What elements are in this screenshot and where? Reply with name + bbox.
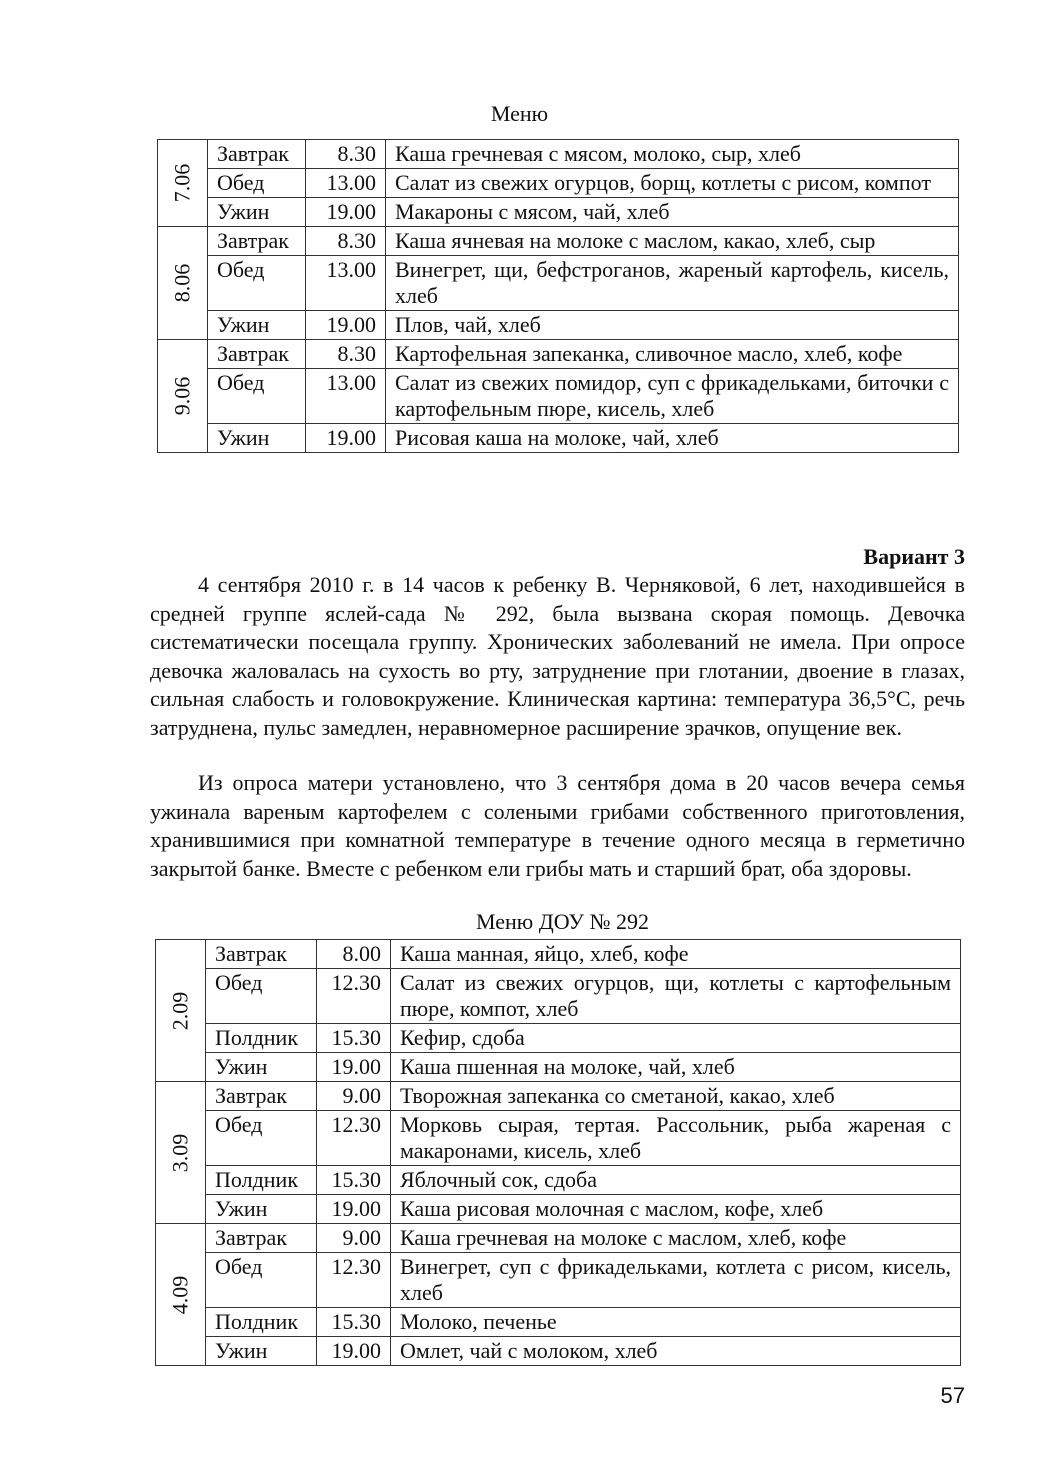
menu-dish: Картофельная запеканка, сливочное масло, хлеб, кофе bbox=[386, 340, 959, 369]
menu-row bbox=[156, 1166, 961, 1195]
menu-dish: Каша рисовая молочная с маслом, кофе, хлеб bbox=[391, 1195, 961, 1224]
menu-dish: Морковь сырая, тертая. Рассольник, рыба жареная с макаронами, кисель, хлеб bbox=[391, 1111, 961, 1166]
menu-time: 12.30 bbox=[317, 1253, 391, 1308]
menu-dish: Салат из свежих огурцов, щи, котлеты с картофельным пюре, компот, хлеб bbox=[391, 969, 961, 1024]
menu-meal: Завтрак bbox=[206, 940, 317, 969]
menu-time: 9.00 bbox=[317, 1224, 391, 1253]
menu-row bbox=[158, 311, 959, 340]
menu-date: 4.09 bbox=[167, 1275, 193, 1314]
menu-meal: Обед bbox=[206, 969, 317, 1024]
menu-row bbox=[156, 1024, 961, 1053]
menu-date: 7.06 bbox=[169, 163, 195, 203]
menu-meal: Полдник bbox=[206, 1308, 317, 1337]
menu-date: 8.06 bbox=[169, 263, 195, 303]
menu-time: 13.00 bbox=[306, 369, 386, 424]
menu-meal: Завтрак bbox=[206, 1224, 317, 1253]
menu-dish: Омлет, чай с молоком, хлеб bbox=[391, 1337, 961, 1366]
menu-dish: Творожная запеканка со сметаной, какао, хлеб bbox=[391, 1082, 961, 1111]
menu-time: 19.00 bbox=[317, 1337, 391, 1366]
menu-dish: Салат из свежих помидор, суп с фрикадельками, биточки с картофельным пюре, кисель, хлеб bbox=[386, 369, 959, 424]
menu-row bbox=[158, 198, 959, 227]
menu-meal: Ужин bbox=[206, 1337, 317, 1366]
menu-date-cell bbox=[156, 1082, 206, 1224]
menu-date: 2.09 bbox=[167, 991, 193, 1030]
menu-time: 19.00 bbox=[317, 1053, 391, 1082]
menu-meal: Полдник bbox=[206, 1024, 317, 1053]
menu-dish: Плов, чай, хлеб bbox=[386, 311, 959, 340]
menu-time: 8.00 bbox=[317, 940, 391, 969]
variant-paragraph-1: 4 сентября 2010 г. в 14 часов к ребенку В. Черняковой, 6 лет, находившейся в средней группе яслей-сада № 292, была вызвана скорая помощь. Девочка систематически посещала группу. Хронических заболеваний не имела. При опросе девочка жаловалась на сухость во рту, затруднение при глотании, двоение в глазах, сильная слабость и головокружение. Клиническая картина: температура 36,5°С, речь затруднена, пульс замедлен, неравномерное расширение зрачков, опущение век. bbox=[150, 572, 965, 740]
menu-time: 8.30 bbox=[306, 340, 386, 369]
menu-dish: Каша гречневая с мясом, молоко, сыр, хлеб bbox=[386, 140, 959, 169]
menu-time: 9.00 bbox=[317, 1082, 391, 1111]
menu-row bbox=[156, 969, 961, 1024]
menu-dish: Макароны с мясом, чай, хлеб bbox=[386, 198, 959, 227]
menu-dish: Каша пшенная на молоке, чай, хлеб bbox=[391, 1053, 961, 1082]
menu-meal: Ужин bbox=[208, 311, 306, 340]
menu-time: 8.30 bbox=[306, 140, 386, 169]
menu-dish: Винегрет, суп с фрикадельками, котлета с рисом, кисель, хлеб bbox=[391, 1253, 961, 1308]
menu-time: 12.30 bbox=[317, 1111, 391, 1166]
menu-1-caption: Меню bbox=[490, 101, 549, 126]
variant-paragraph-2: Из опроса матери установлено, что 3 сентября дома в 20 часов вечера семья ужинала вареным картофелем с солеными грибами собственного приготовления, хранившимися при комнатной температуре в течение одного месяца в герметично закрытой банке. Вместе с ребенком ели грибы мать и старший брат, оба здоровы. bbox=[150, 770, 965, 881]
menu-meal: Ужин bbox=[208, 198, 306, 227]
menu-time: 15.30 bbox=[317, 1308, 391, 1337]
menu-time: 19.00 bbox=[317, 1195, 391, 1224]
menu-meal: Полдник bbox=[206, 1166, 317, 1195]
menu-dish: Каша ячневая на молоке с маслом, какао, хлеб, сыр bbox=[386, 227, 959, 256]
menu-meal: Обед bbox=[206, 1111, 317, 1166]
menu-date: 3.09 bbox=[167, 1133, 193, 1172]
menu-meal: Завтрак bbox=[208, 227, 306, 256]
menu-meal: Обед bbox=[208, 169, 306, 198]
menu-dish: Каша гречневая на молоке с маслом, хлеб, кофе bbox=[391, 1224, 961, 1253]
menu-dish: Винегрет, щи, бефстроганов, жареный картофель, кисель, хлеб bbox=[386, 256, 959, 311]
menu-time: 12.30 bbox=[317, 969, 391, 1024]
menu-dish: Яблочный сок, сдоба bbox=[391, 1166, 961, 1195]
menu-row bbox=[158, 227, 959, 256]
menu-row bbox=[156, 1111, 961, 1166]
menu-time: 13.00 bbox=[306, 169, 386, 198]
menu-time: 19.00 bbox=[306, 424, 386, 453]
menu-row bbox=[158, 169, 959, 198]
menu-row bbox=[156, 1308, 961, 1337]
menu-meal: Обед bbox=[208, 256, 306, 311]
menu-row bbox=[156, 1053, 961, 1082]
menu-date-cell bbox=[158, 140, 208, 227]
menu-row bbox=[156, 1337, 961, 1366]
menu-date-cell bbox=[156, 1224, 206, 1366]
menu-meal: Завтрак bbox=[208, 140, 306, 169]
menu-1-table bbox=[157, 139, 959, 453]
menu-row bbox=[156, 1224, 961, 1253]
menu-meal: Ужин bbox=[206, 1053, 317, 1082]
menu-meal: Завтрак bbox=[206, 1082, 317, 1111]
menu-dish: Каша манная, яйцо, хлеб, кофе bbox=[391, 940, 961, 969]
menu-meal: Завтрак bbox=[208, 340, 306, 369]
menu-row bbox=[158, 256, 959, 311]
menu-time: 8.30 bbox=[306, 227, 386, 256]
menu-row bbox=[158, 424, 959, 453]
menu-meal: Ужин bbox=[206, 1195, 317, 1224]
menu-date-cell bbox=[156, 940, 206, 1082]
menu-row bbox=[156, 1082, 961, 1111]
menu-time: 13.00 bbox=[306, 256, 386, 311]
menu-row bbox=[156, 940, 961, 969]
menu-row bbox=[156, 1253, 961, 1308]
menu-dish: Кефир, сдоба bbox=[391, 1024, 961, 1053]
menu-time: 19.00 bbox=[306, 311, 386, 340]
menu-time: 19.00 bbox=[306, 198, 386, 227]
menu-meal: Ужин bbox=[208, 424, 306, 453]
menu-dish: Рисовая каша на молоке, чай, хлеб bbox=[386, 424, 959, 453]
menu-date: 9.06 bbox=[169, 376, 195, 416]
menu-2-table bbox=[155, 939, 961, 1366]
menu-row bbox=[158, 140, 959, 169]
menu-meal: Обед bbox=[206, 1253, 317, 1308]
menu-meal: Обед bbox=[208, 369, 306, 424]
menu-time: 15.30 bbox=[317, 1166, 391, 1195]
menu-row bbox=[158, 340, 959, 369]
menu-dish: Салат из свежих огурцов, борщ, котлеты с рисом, компот bbox=[386, 169, 959, 198]
menu-date-cell bbox=[158, 227, 208, 340]
menu-date-cell bbox=[158, 340, 208, 453]
menu-row bbox=[158, 369, 959, 424]
menu-dish: Молоко, печенье bbox=[391, 1308, 961, 1337]
menu-2-caption: Меню ДОУ № 292 bbox=[476, 909, 649, 934]
menu-row bbox=[156, 1195, 961, 1224]
variant-heading: Вариант 3 bbox=[863, 544, 965, 569]
menu-time: 15.30 bbox=[317, 1024, 391, 1053]
page-number: 57 bbox=[940, 1383, 965, 1408]
